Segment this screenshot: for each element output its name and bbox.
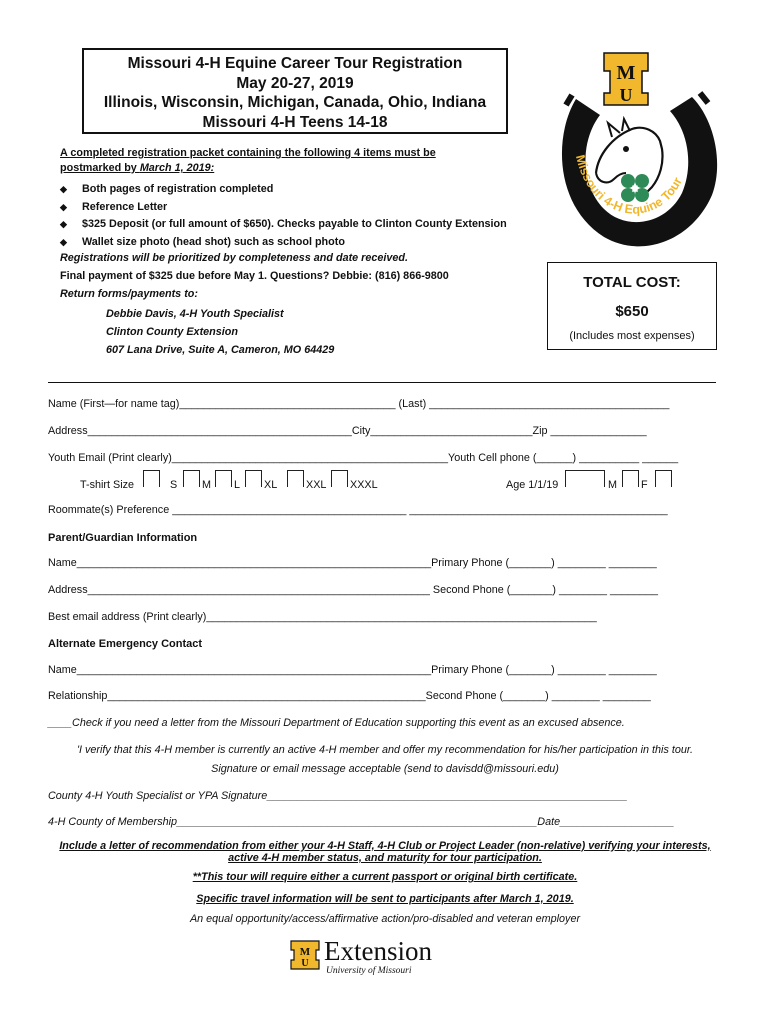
tshirt-size-label: T-shirt Size	[80, 479, 134, 491]
verify-line: 'I verify that this 4-H member is currently an active 4-H member and offer my recommendation for his/her participation in this tour.	[76, 744, 694, 756]
guardian-address-field[interactable]: Address_________________________________________________________ Second Phone (_______) ________ ________	[48, 584, 659, 596]
specialist-signature-field[interactable]: County 4-H Youth Specialist or YPA Signature____________________________________________________________	[48, 790, 628, 802]
extension-wordmark: Extension	[324, 936, 432, 966]
size-checkbox-l[interactable]	[215, 470, 232, 487]
gender-checkbox-f[interactable]	[655, 470, 672, 487]
alternate-header: Alternate Emergency Contact	[48, 638, 203, 650]
name-field[interactable]: Name (First—for name tag)____________________________________ (Last) ________________________________________	[48, 398, 670, 410]
guardian-name-field[interactable]: Name___________________________________________________________Primary Phone (_______) ________ ________	[48, 557, 657, 569]
size-checkbox-xxxl[interactable]	[331, 470, 348, 487]
mu-letter-u: U	[619, 85, 633, 105]
diamond-bullet-icon: ◆	[60, 184, 67, 195]
size-checkbox-m[interactable]	[183, 470, 200, 487]
excused-absence-check[interactable]: ____Check if you need a letter from the Missouri Department of Education supporting this event as an excused absence.	[48, 717, 625, 729]
divider	[48, 382, 716, 383]
size-label: XL	[264, 479, 278, 491]
address-line: 607 Lana Drive, Suite A, Cameron, MO 64429	[106, 344, 335, 356]
size-checkbox-xl[interactable]	[245, 470, 262, 487]
county-membership-field[interactable]: 4-H County of Membership____________________________________________________________Date___________________	[48, 816, 675, 828]
guardian-header: Parent/Guardian Information	[48, 532, 198, 544]
alternate-relationship-field[interactable]: Relationship_____________________________________________________Second Phone (_______) ________ ________	[48, 690, 651, 702]
intro-line-2	[60, 162, 214, 175]
travel-note: Specific travel information will be sent to participants after March 1, 2019.	[196, 893, 574, 905]
size-checkbox-xxl[interactable]	[287, 470, 304, 487]
size-label: XXL	[306, 479, 327, 491]
title-line: Missouri 4-H Teens 14-18	[202, 113, 388, 131]
final-payment: Final payment of $325 due before May 1. Questions? Debbie: (816) 866-9800	[60, 270, 449, 282]
total-amount: $650	[615, 303, 649, 320]
size-label: S	[170, 479, 178, 491]
gender-label: M	[608, 479, 617, 491]
list-item: ◆ $325 Deposit (or full amount of $650). Checks payable to Clinton County Extension	[60, 218, 507, 231]
age-field[interactable]	[565, 470, 605, 487]
recommendation-note: active 4-H member status, and maturity for tour participation.	[228, 852, 542, 864]
verify-line: Signature or email message acceptable (send to davisdd@missouri.edu)	[211, 763, 559, 775]
address-line: Clinton County Extension	[106, 326, 238, 338]
priority-note: Registrations will be prioritized by completeness and date received.	[60, 252, 408, 264]
list-item: ◆ Both pages of registration completed	[60, 183, 274, 196]
diamond-bullet-icon: ◆	[60, 219, 67, 230]
list-item: ◆ Reference Letter	[60, 200, 168, 213]
gender-checkbox-m[interactable]	[622, 470, 639, 487]
logo-ring-text	[570, 130, 690, 240]
age-label: Age 1/1/19	[506, 479, 559, 491]
roommate-field[interactable]: Roommate(s) Preference _______________________________________ ___________________________________________	[48, 504, 668, 516]
alternate-name-field[interactable]: Name___________________________________________________________Primary Phone (_______) ________ ________	[48, 664, 657, 676]
title-line: Missouri 4-H Equine Career Tour Registration	[127, 55, 463, 72]
title-line: Illinois, Wisconsin, Michigan, Canada, Ohio, Indiana	[103, 94, 487, 111]
address-line: Debbie Davis, 4-H Youth Specialist	[106, 308, 284, 320]
intro-line-1: A completed registration packet containing the following 4 items must be	[60, 147, 436, 159]
list-item: ◆ Wallet size photo (head shot) such as school photo	[60, 235, 345, 248]
intro-line-2-prefix: postmarked by	[60, 162, 140, 174]
deadline-date: March 1, 2019:	[139, 162, 215, 174]
guardian-email-field[interactable]: Best email address (Print clearly)_________________________________________________________________	[48, 611, 597, 623]
size-label: XXXL	[350, 479, 378, 491]
total-label: TOTAL COST:	[583, 274, 681, 291]
youth-email-field[interactable]: Youth Email (Print clearly)______________________________________________Youth Cell phone (______) __________ ______	[48, 452, 679, 464]
total-note: (Includes most expenses)	[569, 330, 695, 342]
return-to: Return forms/payments to:	[60, 288, 198, 300]
diamond-bullet-icon: ◆	[60, 201, 67, 212]
recommendation-note: Include a letter of recommendation from either your 4-H Staff, 4-H Club or Project Leader (non-relative) verifying your interests,	[59, 840, 711, 852]
mu-letter-m: M	[616, 62, 636, 84]
title-line: May 20-27, 2019	[236, 74, 354, 92]
eeo-statement: An equal opportunity/access/affirmative action/pro-disabled and veteran employer	[189, 913, 581, 925]
svg-text:U: U	[301, 958, 309, 969]
size-label: L	[234, 479, 241, 491]
logo-text: Missouri 4-H Equine Tour	[572, 153, 685, 217]
requirements-list	[60, 181, 507, 251]
gender-label: F	[641, 479, 648, 491]
size-label: M	[202, 479, 211, 491]
title-box	[82, 48, 508, 134]
svg-text:M: M	[299, 946, 311, 958]
size-checkbox-s[interactable]	[143, 470, 160, 487]
university-subtitle: University of Missouri	[326, 966, 412, 976]
passport-note: **This tour will require either a current passport or original birth certificate.	[192, 871, 578, 883]
address-field[interactable]: Address____________________________________________City___________________________Zip ________________	[48, 425, 647, 437]
diamond-bullet-icon: ◆	[60, 236, 67, 247]
total-cost-box	[547, 262, 717, 350]
mu-extension-logo-icon	[290, 940, 320, 970]
svg-text:H: H	[631, 184, 639, 194]
